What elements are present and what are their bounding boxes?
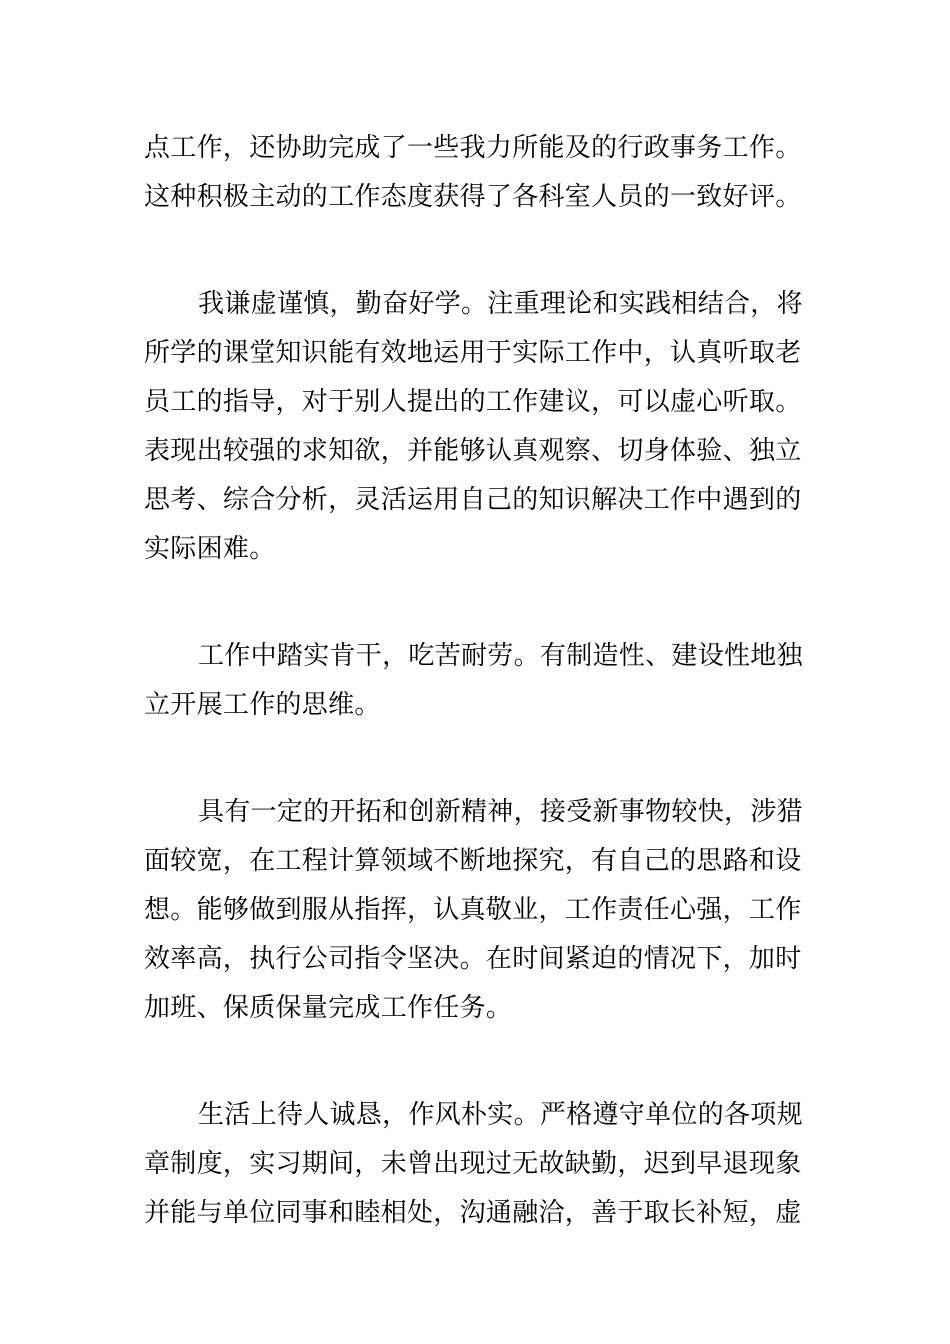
- paragraph-gap: [144, 1033, 808, 1091]
- paragraph-gap: [144, 222, 808, 280]
- paragraph-5: [144, 1091, 808, 1238]
- paragraph-2: [144, 280, 808, 574]
- text-line: 章制度，实习期间，未曾出现过无故缺勤，迟到早退现象: [144, 1149, 802, 1179]
- paragraph-gap: [144, 730, 808, 788]
- text-line: 加班、保质保量完成工作任务。: [144, 993, 513, 1023]
- text-line: 员工的指导，对于别人提出的工作建议，可以虚心听取。: [144, 387, 802, 417]
- text-line: 效率高，执行公司指令坚决。在时间紧迫的情况下，加时: [144, 944, 802, 974]
- text-line: 点工作，还协助完成了一些我力所能及的行政事务工作。: [144, 133, 802, 163]
- text-line: 想。能够做到服从指挥，认真敬业，工作责任心强，工作: [144, 895, 802, 925]
- text-line: 表现出较强的求知欲，并能够认真观察、切身体验、独立: [144, 436, 802, 466]
- text-line: 生活上待人诚恳，作风朴实。严格遵守单位的各项规: [198, 1100, 803, 1130]
- paragraph-gap: [144, 574, 808, 632]
- document-body: [144, 124, 808, 1238]
- text-line: 工作中踏实肯干，吃苦耐劳。有制造性、建设性地独: [198, 641, 803, 671]
- text-line: 面较宽，在工程计算领域不断地探究，有自己的思路和设: [144, 846, 802, 876]
- text-line: 思考、综合分析，灵活运用自己的知识解决工作中遇到的: [144, 485, 802, 515]
- paragraph-4: [144, 788, 808, 1033]
- text-line: 我谦虚谨慎，勤奋好学。注重理论和实践相结合，将: [198, 289, 803, 319]
- paragraph-1: [144, 124, 808, 222]
- text-line: 并能与单位同事和睦相处，沟通融洽，善于取长补短，虚: [144, 1198, 802, 1228]
- paragraph-3: [144, 632, 808, 730]
- text-line: 立开展工作的思维。: [144, 690, 381, 720]
- text-line: 实际困难。: [144, 534, 276, 564]
- text-line: 这种积极主动的工作态度获得了各科室人员的一致好评。: [144, 182, 802, 212]
- text-line: 具有一定的开拓和创新精神，接受新事物较快，涉猎: [198, 797, 803, 827]
- text-line: 所学的课堂知识能有效地运用于实际工作中，认真听取老: [144, 338, 802, 368]
